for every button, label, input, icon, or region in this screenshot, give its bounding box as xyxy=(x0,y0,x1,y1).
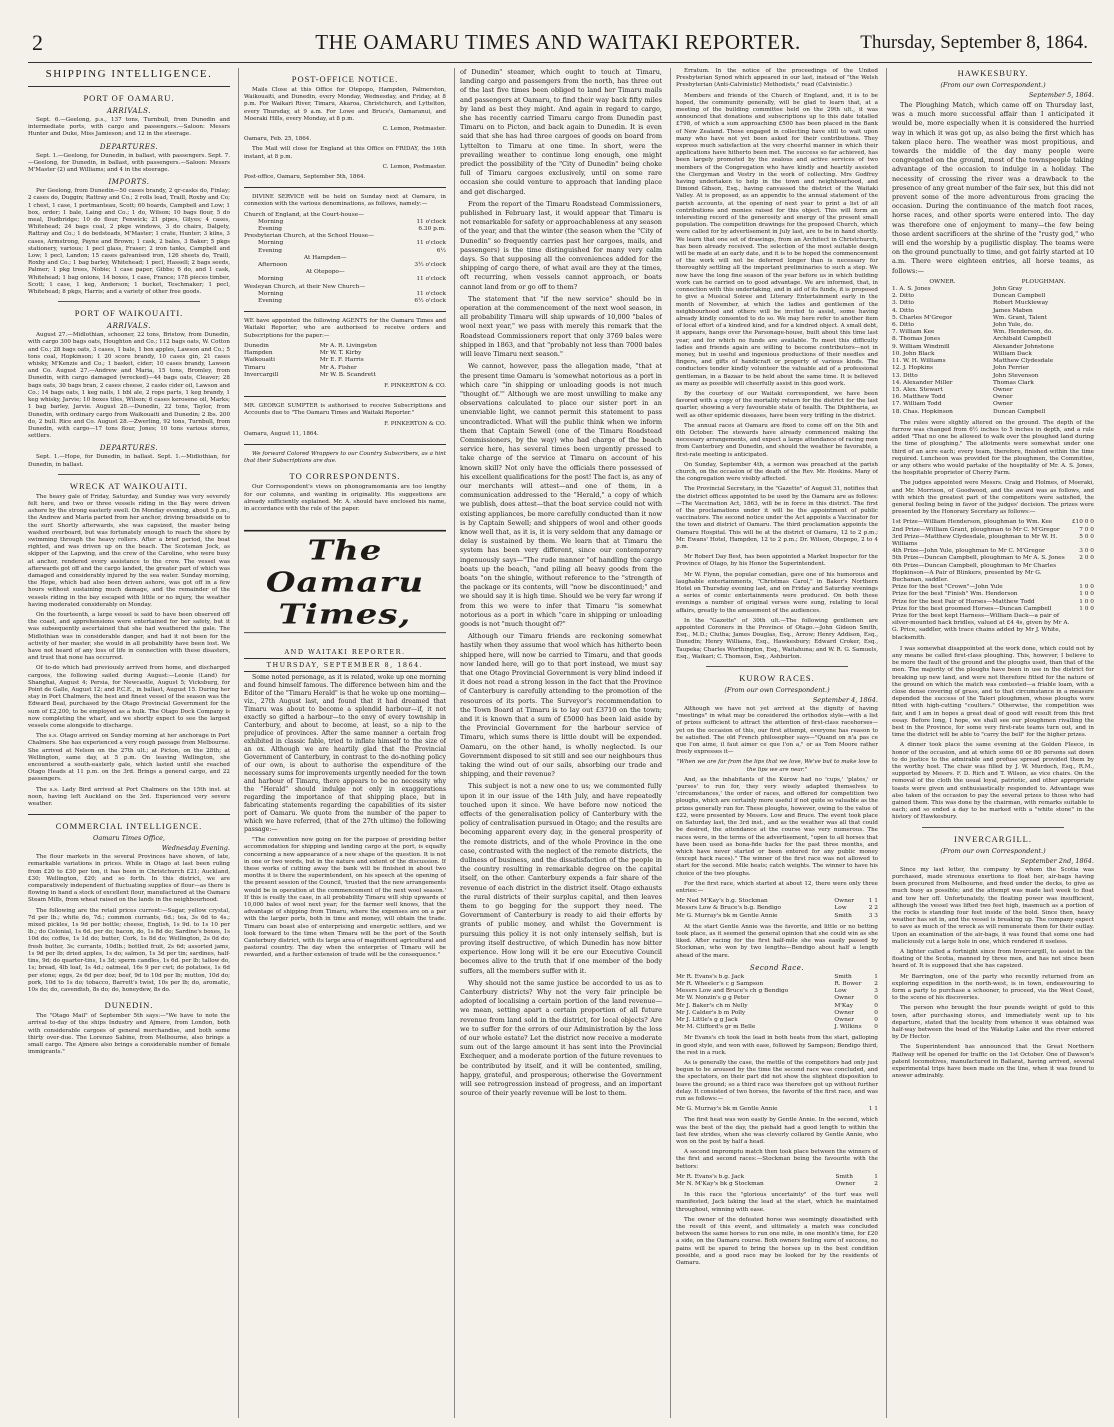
dunedin-text: The "Otago Mail" of September 5th says:—"We have to note the arrival to-day of the ships Industry and Ajmere, from London, both with considerable cargoes of general merchandise, and both some thirty over-due. The Lorenzo Sabine, from Melbourne, also brings a small cargo. The Ajmere also brings a considerable number of female immigrants." xyxy=(28,1013,230,1056)
port-waikouaiti-heading: PORT OF WAIKOUAITI. xyxy=(74,308,184,319)
ploughmen-table xyxy=(892,279,1094,416)
divider xyxy=(58,301,200,302)
ploughman-row: 2. Ditto Duncan Campbell xyxy=(892,293,1046,300)
prize-row: 6th Prize—Duncan Campbell, ploughman to Mr Charles Hopkinson—A Pair of Blinkers, presented by Mr G. Buchanan, saddler. xyxy=(892,562,1057,583)
post-office-signature-2: C. Lemon, Postmaster. xyxy=(382,163,446,170)
hawkesbury-date: September 5, 1864. xyxy=(1028,91,1094,99)
sumpter-text: MR. GEORGE SUMPTER is authorised to receive Subscriptions and Accounts due to "The Oamaru Times and Waitaki Reporter." xyxy=(244,403,446,417)
divider xyxy=(28,814,230,815)
ploughman-row: 10. John Black William Dack xyxy=(892,350,1032,357)
kurow-p9: In this race the "glorious uncertainty" of the turf was well manifested, Jack taking the lead at the start, which he maintained throughout, winning with ease. xyxy=(676,1192,878,1213)
leader-cont-4: We cannot, however, pass the allegation made, "that at the present time Oamaru is 'somewhat notorious as a port in which care "in shipping or unloading goods is not much "thought of."' Although we are most unwilling to make any observations calculated to place our sister port in an unenviable light, we cannot permit this statement to pass uncontradicted. What will the public think when we inform them that Captain Sewell (one of the Timaru Roadstead Commissioners, by the way) who had charge of the beach service here, has several times been urgently pressed to take charge of the service at Timaru on account of his known skill? Not only have the officials there possessed of his excellent qualifications for the post! The fact is, as any of our merchants will attest—and one of them, in a communication addressed to the "Herald," a copy of which we publish, does attest—that the boat service could not with existing appliances, be more carefully conducted than it now is by Captain Sewell; and shippers of wool and other goods know well that, as it is, it is very seldom that any damage or delay is sustained by them. We learn that at Timaru the system has been very different, since our contemporary ingenuously says—"The rude manner "of handling the cargo boats up the beach, "and piling all heavy goods from the boats "on the shingle, without reference to the "strength of the package or its contents, will "now be discontinued;" and we should say it is high time. Should we be very far wrong if from this we were to infer that Timaru "is somewhat notorious as a port in which "care in shipping or unloading goods is not "much thought of?" xyxy=(460,362,662,628)
agent-row: Timaru Mr A. Fisher xyxy=(244,364,357,371)
invercargill-p2: A lighter called a fortnight since from Invercargill, to assist in the floating of the Scotia, manned by three men, and has not since been heard of. It is supposed that she has capsized. xyxy=(892,948,1094,970)
ploughman-row: 12. J. Hopkins John Ferrier xyxy=(892,365,1029,372)
correspondents-heading: TO CORRESPONDENTS. xyxy=(289,471,401,482)
divine-service-heading: DIVINE SERVICE will be held on Sunday next at Oamaru, in connexion with the various denominations, as follows, namely:— xyxy=(244,194,446,208)
prize-row: 2nd Prize—William Grant, ploughman to Mr C. M'Gregor 7 0 0 xyxy=(892,526,1094,533)
hawkesbury-p1: The Ploughing Match, which came off on Thursday last, was a much more successful affair than I anticipated it would be, more especially when it is considered the hurried way in which it was got up, as also being the first which has taken place here. The weather was most propitious, and towards the middle of the day many people were congregated on the ground, most of the townspeople taking advantage of the occasion to indulge in a holiday. The necessity of crossing the river was a drawback to the presence of any great number of the fair sex, but this did not prevent some of the more adventurous from gracing the occasion. During the continuance of the match foot races, horse races, and other sports were entered into. The day was therefore one of enjoyment to many—the few being those ardent sacrificers at the shrine of the "rusty god," who will end the worship by a pugilistic display. The teams were on the ground punctually to time, and got fairly started at 10 a.m. There were eighteen entries, all horse teams, as follows:— xyxy=(892,101,1094,275)
race-2-table xyxy=(676,974,878,1032)
column-1 xyxy=(28,68,230,1418)
divine-row: Evening 6½ xyxy=(258,247,446,254)
agents-table xyxy=(244,343,446,379)
race-row: Mr M. Clifford's gr m Belle J. Wilkins 0 xyxy=(676,1024,878,1031)
departures-text: Sept. 1.—Geelong, for Dunedin, in ballast, with passengers. Sept. 7.—Geelong, for Dunedin, in ballast, with passengers.—Saloon: Messrs M'Master (2) and Williams; and 4 in the steerage. xyxy=(28,152,230,174)
leader-cont-5: Although our Timaru friends are reckoning somewhat hastily when they assume that wool which has hitherto been shipped here, will now be carried to Timaru, and that goods now landed here, will go to that port instead, we must say that one Otago Provincial Government is very blind indeed if it does not read a strong lesson in the fact that the Province of Canterbury is carefully attending to the promotion of the resources of its ports. The Surveyor's recommendation to the Town Board at Timaru is to lay out £3710 on the town; and it is known that a sum of £5000 has been laid aside by the Provincial Government for the harbour service of Timaru, which sums there is little doubt will be expended. Oamaru, on the other hand, is wholly neglected. Is our Government disposed to sit still and see our neighbours thus taking the wind out of our sails, absorbing our trade and shipping, and their revenue? xyxy=(460,632,662,779)
ploughman-row: 5. Charles M'Gregor Wm. Grant, Talent xyxy=(892,314,1047,321)
agent-row: Waikouaiti Mr E. F. Harris xyxy=(244,357,364,364)
kurow-heading: KUROW RACES. xyxy=(739,673,815,684)
prize-row: 3rd Prize—Matthew Clydesdale, ploughman to Mr W. H. Williams 5 0 0 xyxy=(892,533,1094,547)
issue-date: Thursday, September 8, 1864. xyxy=(860,32,1088,53)
divine-row: Church of England, at the Court-house— xyxy=(244,211,364,218)
hawkesbury-p4: I was somewhat disappointed at the work done, which could not by any means be called first-class ploughing. This, however, I believe to be more the fault of the ground and the ploughs used, than that of the men. The majority of the ploughs have been in use in the district for breaking up new land, and were not therefore fitted for the nature of the ground on which the match was contested—a friable loam, with a close dense covering of grass, and to that circumstance in a measure depended the success of the Taieri ploughmen, whose ploughs were fitted with high-cutting "coulters." Otherwise, the competition was fair, and I am in hopes a great deal of good will result from this first essay. Before long, I hope, we shall see our ploughmen rivalling the best in the Province, for some very first-rate teams turn out, and in time the district will be able to "carry the bell" for the higher prizes. xyxy=(892,645,1094,739)
prize-row: Prize for the best Pair of Horses—Matthew Todd 1 0 0 xyxy=(892,598,1094,605)
w-arrivals-heading: ARRIVALS. xyxy=(107,322,151,331)
wreck-text-2: On the fourteenth, a large vessel is said to have been observed off the coast, and apprehensions were entertained for her safety, but it was subsequently ascertained that she had weathered the gale. The Midlothian was in considerable danger, and had it not been for the activity of her master, she would in all probability have been lost. We have not heard of any loss of life in connection with these disasters, and trust that none has occurred. xyxy=(28,611,230,662)
post-office-signature: C. Lemon, Postmaster. xyxy=(382,126,446,133)
kurow-verse: "When we are far from the lips that we love, We've but to make love to the lips we are near." xyxy=(676,759,878,773)
column-divider xyxy=(670,68,671,1418)
imports-heading: IMPORTS. xyxy=(108,178,150,187)
column-divider xyxy=(886,68,887,1418)
race-row: Mr G. Murray's bk m Gentle Annie Smith 3 3 xyxy=(676,912,878,919)
column-divider xyxy=(238,68,239,1418)
wreck-heading: WRECK AT WAIKOUAITI. xyxy=(69,480,189,491)
leader-cont-6: This subject is not a new one to us; we commented fully upon it in our issue of the 14th July, and have repeatedly touched upon it since. We have before now noticed the effects of the generalisation policy of Canterbury with the policy of centralisation pursued in Otago; and the results are becoming apparent every day, in the general prosperity of the remote districts, and of the whole Province in the one case, contrasted with the neglect of the remote districts, the dullness of business, and the dissatisfaction of the people in the country resulting in remarkable degree on the capital itself, on the other. Canterbury expends a fair share of the revenue of each district in the district itself. Otago exhausts the rural districts of their surplus capital, and then leaves them to go begging for the support they need. The Government of Canterbury is ready to aid their efforts by grants of public money, and whilst the Government is pursuing this policy it is not only intensely selfish, but is proving itself destructive, of which Dunedin has now bitter experience. How long will it be ere our Executive Council becomes alive to the truth that if one member of the body suffers, all the members suffer with it. xyxy=(460,782,662,975)
invercargill-p3: Mr Barrington, one of the party who recently returned from an exploring expedition in the north-west, is in town, endeavouring to form a party to purchase a schooner, to proceed, via the West Coast, to the scene of his discoveries. xyxy=(892,973,1094,1002)
ploughman-row: 15. Alex. Stewart Owner xyxy=(892,386,1013,393)
kurow-date: September 4, 1864. xyxy=(812,696,878,705)
prize-row: 4th Prize—John Yule, ploughman to Mr C. M'Gregor 3 0 0 xyxy=(892,548,1094,555)
ploughman-row: 4. Ditto James Maben xyxy=(892,307,1033,314)
ploughman-row: 17. William Todd Owner xyxy=(892,401,1013,408)
ploughman-row: 16. Matthew Todd Owner xyxy=(892,394,1013,401)
leader-cont-2: From the report of the Timaru Roadstead Commissioners, published in February last, it would appear that Timaru is not remarkable for safety or approachableness at any season of the year, and that the winter (the season when the "City of Dunedin" so frequently carries past her cargoes, mails, and passengers) is the time distinguished for many very calm days. So that supposing all the conveniences added for the shipping of cargo there, of what avail are they at the times, oft recurring, when vessels cannot approach, or boats cannot land from or go off to them? xyxy=(460,199,662,291)
divine-row: Evening 6.30 p.m. xyxy=(258,226,446,233)
leader-cont-1: of Dunedin" steamer, which ought to touch at Timaru, landing cargo and passengers from the north, has three out of the last five times been obliged to land her Timaru mails and passengers at Oamaru, to find their way back fifty miles by land as best they might. And again in regard to cargo, she has recently carried Timaru cargo from Dunedin past Timaru on to Picton, and back again to Dunedin. It is even said that she has had three cargoes of goods on board from Lyttelton to Timaru at one time. In short, were the prevailing weather to continue long enough, one might predict the possibility of the "City of Dunedin" being choke full of Timaru cargoes exclusively, until on some rare occasion she could venture to approach that landing place and get discharged. xyxy=(460,68,662,196)
prize-row: 1st Prize—William Henderson, ploughman to Wm. Kee £10 0 0 xyxy=(892,519,1094,526)
divine-row: Morning 11 o'clock xyxy=(258,240,446,247)
invercargill-heading: INVERCARGILL. xyxy=(954,833,1032,844)
dunedin-heading: DUNEDIN. xyxy=(104,1000,154,1011)
wreck-text-5: The s.s. Lady Bird arrived at Port Chalmers on the 15th inst. at noon, having left Auckland on the 3rd. Experienced very severe weather. xyxy=(28,786,230,808)
leader-cont-7: Why should not the same justice be accorded to us as to Canterbury districts? Why not the very fair principle be adopted of localising a certain portion of the land revenue—we mean, setting apart a certain proportion of all future revenue from land sold in the district, for local objects? Are we to suffer for the errors of our Administration by the loss of our whole estate? Let the district now receive a moderate sum out of the large amount it has sent into the Provincial Exchequer, and a moderate portion of the future revenues to be contributed by itself, and it will be contented, smiling, happy, grateful, and prosperous; otherwise the Government will see retrogression instead of progress, and an important source of their yearly revenue will be lost to them. xyxy=(460,978,662,1098)
kurow-p10: The owner of the defeated horse was seemingly dissatisfied with the result of this event, and ultimately a match was concluded between the same horses to run one mile, in one month's time, for £20 a side, on the Oamaru course. Both owners feeling sure of success, no pains will be spared to bring the horses up in the best condition possible, and a good race may be looked for by the residents of Oamaru. xyxy=(676,1216,878,1267)
divider xyxy=(922,827,1064,828)
divine-service-table xyxy=(244,212,446,306)
kurow-p7: The first heat was won easily by Gentle Annie. In the second, which was the best of the day, the piebald had a good length to within the last few strides, when she was cleverly collared by Gentle Annie, who won on the post by half a head. xyxy=(676,1117,878,1146)
w-arrivals-text: August 27.—Midlothian, schooner, 22 tons, Bristow, from Dunedin, with cargo 300 bags oats, Houghton and Co.; 112 bags oats, W. Cotton and Co.; 28 bags oats, 3 cases, 1 bale, 1 box apples, Lawson and Co.; 5 tons coal, Hopkinson; 1 20 score brandy, 10 cases gin, 21 cases whisky, M'Kenzie and Co.; 1 basket, cider; 10 cases brandy, Lawson and Co. August 27.—Andrew and Maria, 15 tons, Bromley, from Dunedin, with cargo damaged (wrecked)—44 bags oats, Cleaver; 28 bags oats, 30 bags bran, 2 cases cheese, 2 casks cider oil, Lawson and Co.; 14 bags oats, 1 keg nails, 1 bbl ale, 2 rope parts, 1 keg brandy, 1 keg whisky, Jarvie; 10 boxes tiles, Wilson; 6 cases kerosene oil, Marks; 1 bag barley, Jarvie. August 28.—Dunedin, 22 tons, Taylor, from Dunedin, with ordinary cargo from Waikouaiti and Dunedin; 2 lbs. 200 do, 2 bull. Rice and Co. August 28.—Zwerling, 92 tons, Turnbull, from Dunedin, with cargo—17 tons flour, Jones; 10 tons various stores, settlers. xyxy=(28,332,230,440)
ploughman-row: 6. Ditto John Yule, do. xyxy=(892,322,1034,329)
divider xyxy=(244,187,446,188)
race-row: Mr R. Evans's b.g. Jack Smith 1 xyxy=(676,973,878,980)
hawkesbury-p2: The rules were slightly altered on the ground. The depth of the furrow was changed from 6½ inches to 5 inches in depth, and a rule added "That no one be allowed to walk over the ploughed land during the time of ploughing." The allotments were somewhat under one third of an acre each; every team, therefore, finished within the time required. Luncheon was provided for the ploughmen, the Committee, or any others who would partake of the hospitality of Mr. A. S. Jones, the hospitable proprietor of Cherry Farm. xyxy=(892,419,1094,477)
agent-row: Invercargill Mr W. B. Scandrett xyxy=(244,371,376,378)
race-4-table xyxy=(676,1174,878,1188)
news-sermon: On Sunday, September 4th, a sermon was preached at the parish church, on the occasion of the death of the Rev. Mr. Hoskins. Many of the congregation were visibly affected. xyxy=(676,461,878,483)
race-row: Mr N. M'Kay's bk g Stockman Owner 2 xyxy=(676,1181,878,1188)
kurow-p3: For the first race, which started at about 12, there were only three entries:— xyxy=(676,880,878,894)
invercargill-p4: The person who brought the four pounds weight of gold to this town, after purchasing stores, and immediately went up to his departure, stated that the locality from whence it was obtained was half-way between the head of the Wakatip Lake and the river entered by Dr Hector. xyxy=(892,1005,1094,1041)
agent-row: Dunedin Mr A. R. Livingston xyxy=(244,342,377,349)
paper-subtitle: AND WAITAKI REPORTER. xyxy=(284,648,406,657)
leader-cont-3: The statement that "if the new service" should be in operation at the commencement of the next wool season, in all probability Timaru will ship upwards of 10,000 "bales of wool next year," we pass with merely this remark that the Roadstead Commissioners report that only 3769 bales were shipped in 1863, and that "probably not less than 7000 bales will leave Timaru next season." xyxy=(460,294,662,359)
arrivals-heading: ARRIVALS. xyxy=(107,107,151,115)
race-3-table xyxy=(676,1106,878,1113)
race-row: Mr R. Evans's b.g. Jack Smith 1 xyxy=(676,1173,878,1180)
w-departures-heading: DEPARTURES. xyxy=(99,444,159,453)
prizes-table xyxy=(892,519,1094,641)
divider xyxy=(244,396,446,397)
second-race-heading: Second Race. xyxy=(749,963,805,972)
post-office-place: Oamaru, Feb. 25, 1864. xyxy=(244,136,312,143)
commercial-date: Wednesday Evening. xyxy=(161,844,230,853)
race-1-table xyxy=(676,898,878,920)
race-row: Mr G. Murray's bk m Gentle Annie 1 1 xyxy=(676,1106,878,1113)
arrivals-text: Sept. 6.—Geelong, p.s., 137 tons, Turnbull, from Dunedin and intermediate ports, with cargo and passengers.—Saloon: Messrs Hunter and Duke, Miss Jamieson; and 12 in the steerage. xyxy=(28,117,230,138)
race-row: Messrs Low and Bruce's ch g Bendigo Low 3 xyxy=(676,988,878,995)
wreck-text: The heavy gale of Friday, Saturday, and Sunday was very severely felt here, and two or three vessels riding in the Bay were driven ashore by the strong easterly swell. On Monday evening, about 5 p.m., the Andrew and Maria parted from her anchor, driving broadside on to the surf. Shortly afterwards, she was capsized, the master being washed overboard, but was fortunately enough to reach the shore by swimming through the heavy rollers. After a brief period, the boat righted, and was driven up on the beach. The Scotsman Jock, as skipper of the Lapwing, and the crew of the Caroline, who were busy at anchor, rendered every assistance to the crew. The vessel was afterwards got off and the cargo landed, the greater part of which was damaged and considerably injured by the sea water. Sunday morning, the Hope, which had also been driven ashore, was got off in a few hours without sustaining much damage, and the remainder of the vessels riding in the bay escaped with little or no injury, the weather having moderated considerably on Monday. xyxy=(28,493,230,608)
ploughman-row: 11. W. H. Williams Matthew Clydesdale xyxy=(892,358,1054,365)
column-divider xyxy=(454,68,455,1418)
invercargill-subheading: (From our own Correspondent.) xyxy=(940,846,1046,855)
ploughman-row: 8. Thomas Jones Archibald Campbell xyxy=(892,336,1052,343)
divine-row: Morning 11 o'clock xyxy=(258,276,446,283)
departures-heading: DEPARTURES. xyxy=(99,142,159,151)
news-comedian: Mr W. Flynn, the popular comedian, gave one of his humorous and laughable entertainments, "Christmas Carol," in Baker's Northern Hotel on Thursday evening last, and on Friday and Saturday evenings a series of comic entertainments were produced. On both these evenings a number of original verses were sung, relating to local affairs, greatly to the amusement of the audiences. xyxy=(676,571,878,614)
commercial-heading: COMMERCIAL INTELLIGENCE. xyxy=(55,821,203,832)
hawkesbury-p3: The judges appointed were Messrs. Craig and Holmes, of Moeraki, and Mr. Morrison, of Goodwood, and the award was as follows, and with which the greatest part of the competitors were satisfied, the general feeling being in favor of the judges' decision. The prizes were presented by the Honorary Secretary as follows:— xyxy=(892,480,1094,516)
correspondents-text: Our Correspondent's views on phonogramomania are too lengthy for our columns, and wanting in originality. His suggestions are already sufficiently explained. Mr. A. should have enclosed his name, in accordance with the rule of the paper. xyxy=(244,484,446,512)
paper-nameplate: The Oamaru Times, xyxy=(244,530,446,633)
imports-text: Per Geelong, from Dunedin—50 cases brandy, 2 qr-casks do, Finlay; 2 cases do, Duggin; Rattray and Co.; 2 rolls lead, Traill, Roxby and Co; 1 chest, 1 case, 1 portmanteau, Scott; 60 boards, Campbell and Low; 1 box, order; 1 bale, Laing and Co.; 1 do, Wilson; 10 bags flour, 5 do meal, Dudbridge; 10 do flour, Fenwick; 21 pipes, Gilyes; 4 cases, Whitehead; 24 bags coal, 2 pkge windows, 3 do chairs, Dalgety, Rattray and Co.; 1 do bedsteads, M'Master; 1 crate, Hunter; 3 kilns, 3 cases, Armstrong, Payne and Brown; 1 cask, 2 bales, 3 Baker; 5 pkgs stationery, various; 1 pecl glass, Fraser; 2 iron tanks, Campbell and Low; 1 pecl, Landon; 15 cases galvanised iron, 126 sheets do, Traill, Roxby and Co.; 1 bag barley, Whitehead; 1 pecl, Hassell; 2 bags seeds, Palmer; 1 pkg trees, Nobie; 1 case paper, Gibbs; 6 do, and 1 cask, Whitehead; 1 bag onions, 14 boxes, 1 case, France; 178 pieces timber, Scott; 1 case, 1 keg, Anderson; 1 bucket, Teschmaker; 1 pecl, Whitehead; 8 pkgs, Harris; and a variety of other free goods. xyxy=(28,188,230,296)
wreck-text-4: The s.s. Otago arrived on Sunday morning at her anchorage in Port Chalmers. She has experienced a very rough passage from Melbourne. She arrived at Nelson on the 27th ult.; at Picton, on the 28th; at Wellington, same day, at 5 p.m. On leaving Wellington, she encountered a south-easterly gale, which lasted until she reached Otago Heads at 11 p.m. on the 3rd. Brings a general cargo, and 22 passengers. xyxy=(28,733,230,783)
kurow-p8: A second impromptu match then took place between the winners of the first and second races:—Stockman being the favourite with the bettors: xyxy=(676,1149,878,1170)
divine-row: Morning 11 o'clock xyxy=(258,290,446,297)
invercargill-p5: The Superintendent has announced that the Great Northern Railway will be opened for traffic on the 1st October. One of Dawson's patent locomotives, manufactured in Ballarat, having arrived, several experimental trips have been made on the line, when it was found to answer admirably. xyxy=(892,1044,1094,1080)
divider xyxy=(244,311,446,312)
wrapper-notice: We forward Colored Wrappers to our Country Subscribers, as a hint that their Subscriptions are due. xyxy=(244,450,446,465)
sumpter-date: Oamaru, August 11, 1864. xyxy=(244,430,319,437)
news-coroners: In the "Gazette" of 30th ult.—The following gentlemen are appointed Coroners in the Province of Otago.—John Gideon Smith, Esq., M.D.; Clutha; James Douglas, Esq., Arrow; Henry Addison, Esq., Dunedin; Henry Williams, Esq., Hawkesbury; Edward Croker, Esq., Taupeka; Charles Worthington, Esq., Waitahuna; and W. R. G. Samuels, Esq., Waikari; C. Thomson, Esq., Ashburton. xyxy=(676,617,878,660)
commercial-text-2: The following are the retail prices current:—Sugar, yellow crystal, 7d per lb.; white do, 7d.; common currants, 6d.; tea, 3s 6d to 4s.; mixed pickles, 1s 9d per bottle; cheese, English, 1s 9d. to 1s 10 per lb.; do Colonial, 1s 6d. per do; bacon, do, 1s 8d do; Sardine's boxes, 1s 10d do; coffee, 1s 1d do; butter, Cork, 1s 8d do; Wellington, 2s 0d do; fresh butter, 3s; currants, 10dlb.; bottled fruit, 2s 6d; assorted jams, 1s 9d per lb; dried apples, 1s do; salmon, 1s 3d per tin; sardines, half-tins, 9d; do quarter-tins, 1s 3d; sperm candles, 1s 6d. per lb; tallow do, 1s; bread, 4lb loaf, 1s 4d.; oatmeal, 16s 9 per cwt; do potatoes, 1s 6d per stone; eggs, 2s 6d per doz; beef, 9d to 10d per lb; mutton, 10d do; pork, 10d to 1s do; tobacco, Barrett's twist, 10s per lb; do, aromatic, 10s do; do, cavendish, 8s do; do, honeydew, 8s do. xyxy=(28,907,230,993)
masthead xyxy=(22,12,1094,54)
divine-row: At Hampden— xyxy=(303,254,347,261)
hawkesbury-p5: A dinner took place the same evening at the Golden Fleece, in honor of the occasion, and at which some 60 or 80 persons sat down to do justice to the admirable and profuse spread provided them by the worthy host. The chair was filled by J. W. Murdoch, Esq., R.M., supported by Messrs. F. D. Rich and T. Wilson, as vice chairs. On the removal of the cloth the usual loyal, patriotic, and other appropriate toasts were given and enthusiastically responded to. Advantage was also taken of the occasion to pay the several prizes to those who had gained them. This was done by the chairman, with remarks suitable to each; and so ended a day to be marked with a "white stone" in the history of Hawkesbury. xyxy=(892,742,1094,821)
post-office-text-2: The Mail will close for England at this Office on FRIDAY, the 16th instant, at 8 p.m. xyxy=(244,146,446,160)
race-row: Mr J. Calder's b m Polly Owner 0 xyxy=(676,1009,878,1016)
prize-row: Prize for the best "Finish" Wm. Henderson 1 0 0 xyxy=(892,591,1094,598)
ploughmen-header: OWNER. PLOUGHMAN. xyxy=(929,278,1066,285)
invercargill-p1: Since my last letter, the company by whom the Scotia was purchased, made strenuous exertions to float her, air-bags having been procured from Melbourne, and fixed under the decks, to give as much buoy as possible; and the attempt was made last week to float and tow her off. Unfortunately, the floating power was insufficient, although the vessel was lifted two feet high, inasmuch as a portion of the rocks is standing four feet inside of the bold. Since then, heavy weather has set in, and the vessel is breaking up. The company expect to save as much of the wreck as will remunerate them for their outlay. Upon an examination of the air-bags, it was found that some one had maliciously cut a large hole in one, which rendered it useless. xyxy=(892,866,1094,945)
hawkesbury-subheading: (From our own Correspondent.) xyxy=(940,81,1046,89)
divider xyxy=(706,666,848,667)
divider xyxy=(58,474,200,475)
ploughman-row: 14. Alexander Miller Thomas Clark xyxy=(892,379,1034,386)
leader-quote: "The convention now going on for the purpose of providing better accommodation for shipping and landing cargo at the port, is equally concerning a new appearance of a new shape of the question. It is not in one or two words, but in the nature and extent of the discussion. If these works of cutting away the bank will be finished in about two months it is there the superintendent, on his speech at the opening of the present session of the Council, 'trusted that the new arrangements would be in operation at the commencement of the next wool season.' If this is really the case, in all probability Timaru will ship upwards of 10,000 bales of wool next year; for the farmer well knows, that the advantage of shipping from Timaru, where the expenses are on a par with the larger ports, both in time and money, will obtain the trade. Timaru can boast also of enterprising and energetic settlers, and we look forward to the time when Timaru will be the port of the South Canterbury district, with its large area of magnificent agricultural and pastoral country. The day when the enterprise of Timaru will be rewarded, and a further extension of trade will be the consequence." xyxy=(244,837,446,959)
column-2 xyxy=(244,68,446,1418)
divine-row: At Otepopo— xyxy=(305,269,345,276)
commercial-office: Oamaru Times Office, xyxy=(93,834,165,843)
column-3 xyxy=(460,68,662,1418)
w-departures-text: Sept. 1.—Hope, for Dunedin, in ballast. Sept. 1.—Midlothian, for Dunedin, in ballast. xyxy=(28,454,230,468)
post-office-heading: POST-OFFICE NOTICE. xyxy=(291,74,399,84)
news-races: The annual races at Oamaru are fixed to come off on the 5th and 6th October. The stewards have already commenced making the necessary arrangements, and expect a large attendance of racing men from Canterbury and Dunedin, and should the weather be favorable, a first-rate meeting is anticipated. xyxy=(676,422,878,458)
ploughman-row: 13. Ditto John Stevenson xyxy=(892,372,1039,379)
news-inspector: Mr Robert Day Best, has been appointed a Market Inspector for the Province of Otago, by his Honor the Superintendent. xyxy=(676,554,878,568)
kurow-p1: Although we have not yet arrived at the dignity of having "meetings" in what may be considered the orthodox style—with a list of prizes sufficient to attract the attention of first-class racehorses—yet on the occasion of this, our first attempt, everyone has reason to be satisfied. The old French philosopher says—"Quand on n'a pas ce que l'on aime, il faut aimer ce que l'on a," or as Tom Moore rather freely expresses it— xyxy=(676,706,878,756)
prize-row: 5th Prize—Duncan Campbell, ploughman to Mr A. S. Jones 2 0 0 xyxy=(892,555,1094,562)
race-row: Mr W. Nonzin's g g Peter Owner 0 xyxy=(676,995,878,1002)
news-mortality: By the courtesy of our Waitaki correspondent, we have been favored with a copy of the mortality return for the district for the last quarter, showing a very favourable state of health. The Diphtheria, as well as other epidemic diseases, have been very trifling in the district. xyxy=(676,390,878,419)
hawkesbury-heading: HAWKESBURY. xyxy=(957,68,1029,78)
agents-signature: F. PINKERTON & CO. xyxy=(384,382,446,389)
race-row: Messrs Low & Bruce's b.g. Bendigo Low 2 2 xyxy=(676,905,878,912)
agent-row: Hampden Mr W. T. Kirby xyxy=(244,350,362,357)
erratum: Erratum. In the notice of the proceedings of the United Presbyterian Synod which appeared in our last, instead of "the Welsh Presbyterian (Anti-Calvinistic) Methodists," read (Calvinistic.) xyxy=(676,68,878,89)
divider xyxy=(244,444,446,445)
leader-paragraph-1: Some noted personage, as it is related, woke up one morning and found himself famous. The difference between him and the Editor of the "Timaru Herald" is that he woke up one morning—viz., 27th August last, and found that it had dreamed that Timaru was about to become a splendid harbour—if, it not exactly so gifted a harbour—to the envy of every township in Canterbury, and about to become, at least, so a nip to the prejudice of provinces. After the same manner a certain frog exhibited in classic fable, tried to inflate himself to the size of an ox. Although we are heartily glad that the Provincial Government of Canterbury, in contrast to the do-nothing policy of our own, is about to authorise the expenditure of the necessary sums for improvements urgently needed for the town and harbour of Timaru, there appears to be no necessity why the "Herald" should indulge not only in exaggerations regarding the importance of that shipping place, but in fabricating statements regarding the capabilities of its sister port of Oamaru. We quote from the number of the paper to which we have referred, (that of the 27th ultimo) the following passage:— xyxy=(244,674,446,834)
wreck-text-3: Of to-do which had previously arrived from home, and discharged cargoes, the following sailed during August:—Leonie (Land) for Shanghai, August 4; Persia, for Newcastle, August 5; Vicksburg, for Point de Galle, August 12; and P.C.E., in ballast, August 15. During her stay in Port Chalmers, the best and finest vessel of the season was the Edward Beal, purchased by the Otago Provincial Government for the sum of £2,200, to be employed as a hulk. The Otago Dock Company is now completing the wharf, and we shortly expect to see the largest vessels come alongside to discharge. xyxy=(28,665,230,730)
ploughman-row: 1. A. S. Jones John Gray xyxy=(892,286,1023,293)
race-row: Mr J. Little's g g Jack Owner 0 xyxy=(676,1016,878,1023)
ploughman-row: 9. William Windmill Alexander Johnstone xyxy=(892,343,1054,350)
news-gazette: The Provincial Secretary, in the "Gazette" of August 31, notifies that the district offices appointed to be used by the Oamaru are as follows:—The Vaccination Act, 1863, will be in force in this district. The first of the proclamations under it will be the appointment of public vaccinators. The second notice under the Act appoints a Vaccinator for the town and district of Oamaru. The third proclamation appoints the Oamaru Hospital. This will be at the district of Oamaru, 12 to 2 p.m.; Mr. Ewans' Hotel, Hampden, 12 to 2 p.m.; Dr. Wilson, Otepopo, 2 to 4 p.m. xyxy=(676,486,878,550)
news-church: Members and friends of the Church of England, and, it is to be hoped, the community generally, will be glad to learn that, at a meeting of the building committee held on the 29th ult., it was announced that donations and subscriptions up to this date totalled £798, of which a sum approaching £500 has been placed in the Bank of New Zealand. Those engaged in collecting have still to wait upon many who have not yet been asked for their contributions. They express much satisfaction at the very cheerful manner in which their applications have hitherto been met. The success so far achieved, has been largely promoted by the zealous and active services of two members of the Congregation who have kindly and heartily assisted the Clergyman and Vestry in the work of collecting. Mrs Godfrey having undertaken to help in the town and neighbourhood, and Dimond Gibson, Esq., having canvassed the district of the Waitaki Valley. At is proposed, as an appendix to the annual statement of the parish accounts, at the opening of next year to print a list of all contributions and monies raised for this object. This will form an interesting record of the generosity and energy of the present small population. The competition drawings for the proposed Church, which were called for by advertisement in July last, are to be in hand shortly. We learn that one set of drawings, from an Architect in Christchurch, has been already received. The selection of the most suitable design will be made at an early date, and it is to be hoped the commencement of the work will not be deferred longer than is necessary for thoroughly settling all the important preliminaries to such a step. We now have the long fine season of the year before us in which building work can be carried on to good advantage. We are informed, that, in connection with this undertaking, and in aid of its funds, it is proposed to give a Musical Soiree and Literary Entertainment early in the month of November, at which the ladies and gentlemen of the neighbourhood and others will be invited to assist, some having already kindly consented to do so. We may here refer to another item of local effort of a kindred kind, and for a kindred object. A small debt, it appears, hangs over the Parsonage-house, built about this time last year, and for which no funds are available. To meet this difficulty ladies and friends again are willing to become contributors—not in money, but in useful and ingenious productions of their needles and fingers, and gifts of handicraft or property of various kinds. The conductors tender kindly volunteer the valuable aid of a professional gentleman, in a Bazaar to be held about the same time. It is believed as many as possible will cheerfully assist in this good work. xyxy=(676,92,878,387)
column-5 xyxy=(892,68,1094,1418)
ploughman-row: 3. Ditto Robert Muckleway xyxy=(892,300,1049,307)
paper-date: THURSDAY, SEPTEMBER 8, 1864. xyxy=(244,658,446,672)
ploughman-row: 18. Chas. Hopkinson Duncan Campbell xyxy=(892,408,1046,415)
post-office-place-2: Post-office, Oamaru, September 5th, 1864. xyxy=(244,174,366,181)
sumpter-signature: F. PINKERTON & CO. xyxy=(384,420,446,427)
divider xyxy=(28,86,230,87)
shipping-heading: SHIPPING INTELLIGENCE. xyxy=(45,68,213,80)
race-row: Mr R. Wheeler's c g Sampson R. Bower 2 xyxy=(676,980,878,987)
kurow-p6: As is generally the case, the mettle of the competitors had only just begun to be aroused by the time the second race was concluded, and the spectators, on their part did not show the slightest disposition to leave the ground; so a third race was therefore got up without further delay. It consisted of two horses, the favorite of the first race, and was run as follows:— xyxy=(676,1059,878,1102)
divine-row: Presbyterian Church, at the School House— xyxy=(244,233,374,240)
kurow-p5: Mr Evans's ch took the lead in both heats from the start, galloping in good style, and won with ease, followed by Sampson; Bendigo third, the rest in a ruck. xyxy=(676,1035,878,1056)
prize-row: Prize for the best kept Harness—William Dack—a pair of silver-mounted hack bridles, valued at £4 4s, given by Mr A. G. Price, saddler, with trace chains added by Mr J. White, blacksmith. xyxy=(892,613,1070,641)
page-number: 2 xyxy=(32,30,43,55)
race-row: Mr J. Baker's ch m Nelly M'Kay 0 xyxy=(676,1002,878,1009)
agents-text: WE have appointed the following AGENTS for the Oamaru Times and Waitaki Reporter, who are authorised to receive orders and Subscriptions for the paper:— xyxy=(244,318,446,339)
prize-row: Prize for the best groomed Horses—Duncan Campbell 1 0 0 xyxy=(892,605,1094,612)
divine-row: Afternoon 3½ o'clock xyxy=(258,262,446,269)
invercargill-date: September 2nd, 1864. xyxy=(1020,856,1094,865)
divine-row: Wesleyan Church, at their New Church— xyxy=(244,283,366,290)
race-row: Mr Ned M'Kay's b.g. Stockman Owner 1 1 xyxy=(676,898,878,905)
masthead-rule xyxy=(28,62,1092,63)
kurow-subheading: (From our own Correspondent.) xyxy=(724,686,830,695)
kurow-p2: And, as the inhabitants of the Kurow had no 'cups,' 'plates,' or 'purses' to run for, they very wisely adapted themselves to 'circumstances,' the order of races, and offered for competition two ploughs, which are certainly more useful if not quite so valuable as the prizes generally run for. These ploughs, however, owing to the value of £22, were presented by Messrs. Low and Bruce. The event took place on Saturday last, the 3rd inst., and as the weather was all that could be desired, the attendance at the course was very numerous. The races were, in the terms of the advertisement, "open to all horses that have been used as bona-fide hacks for the past three months, and which have never started or been entered for any public money (except hack races)." The winner of the first race was not allowed to start for the second. Mile heats; catch weights. The winner to have his choice of the two ploughs. xyxy=(676,776,878,877)
newspaper-title: THE OAMARU TIMES AND WAITAKI REPORTER. xyxy=(315,30,801,54)
port-oamaru-heading: PORT OF OAMARU. xyxy=(83,93,175,103)
prize-row: Prize for the best "Crown"—John Yule 1 0 0 xyxy=(892,584,1094,591)
divine-row: Morning 11 o'clock xyxy=(258,218,446,225)
ploughman-row: 7. William Kee Wm. Henderson, do. xyxy=(892,329,1054,336)
divine-row: Evening 6½ o'clock xyxy=(258,298,446,305)
kurow-p4: At the start Gentle Annie was the favorite, and little or no betting took place, as it seemed the general opinion that she could win as she liked. After racing for the first half-mile she was easily passed by Stockman, who won by two lengths—Bendigo about half a length ahead of the mare. xyxy=(676,923,878,959)
commercial-text: The flour markets in the several Provinces have shown, of late, remarkable variations in prices. While in Otago at last been ruling from £20 to £30 per ton, it has been in Christchurch £21; Auckland, £30; Wellington, £20; and so forth. In this district, we are comparatively independent of fluctuating supplies of flour—as there is flowing in hand a stock of excellent flour, manufactured at the Oamaru Steam Mills, from wheat raised on the lands in the neighbourhood. xyxy=(28,854,230,904)
column-4 xyxy=(676,68,878,1418)
post-office-text: Mails Close at this Office for Otepopo, Hampden, Palmerston, Waikouaiti, and Dunedin, every Monday, Wednesday, and Friday, at 8 p.m. For Waikari River, Timaru, Akaroa, Christchurch, and Lyttelton, every Thursday, at 9 a.m. For Lowe and Bruce's, Oamaranui, and Moeraki Hills, every Monday, at 8 p.m. xyxy=(244,87,446,122)
